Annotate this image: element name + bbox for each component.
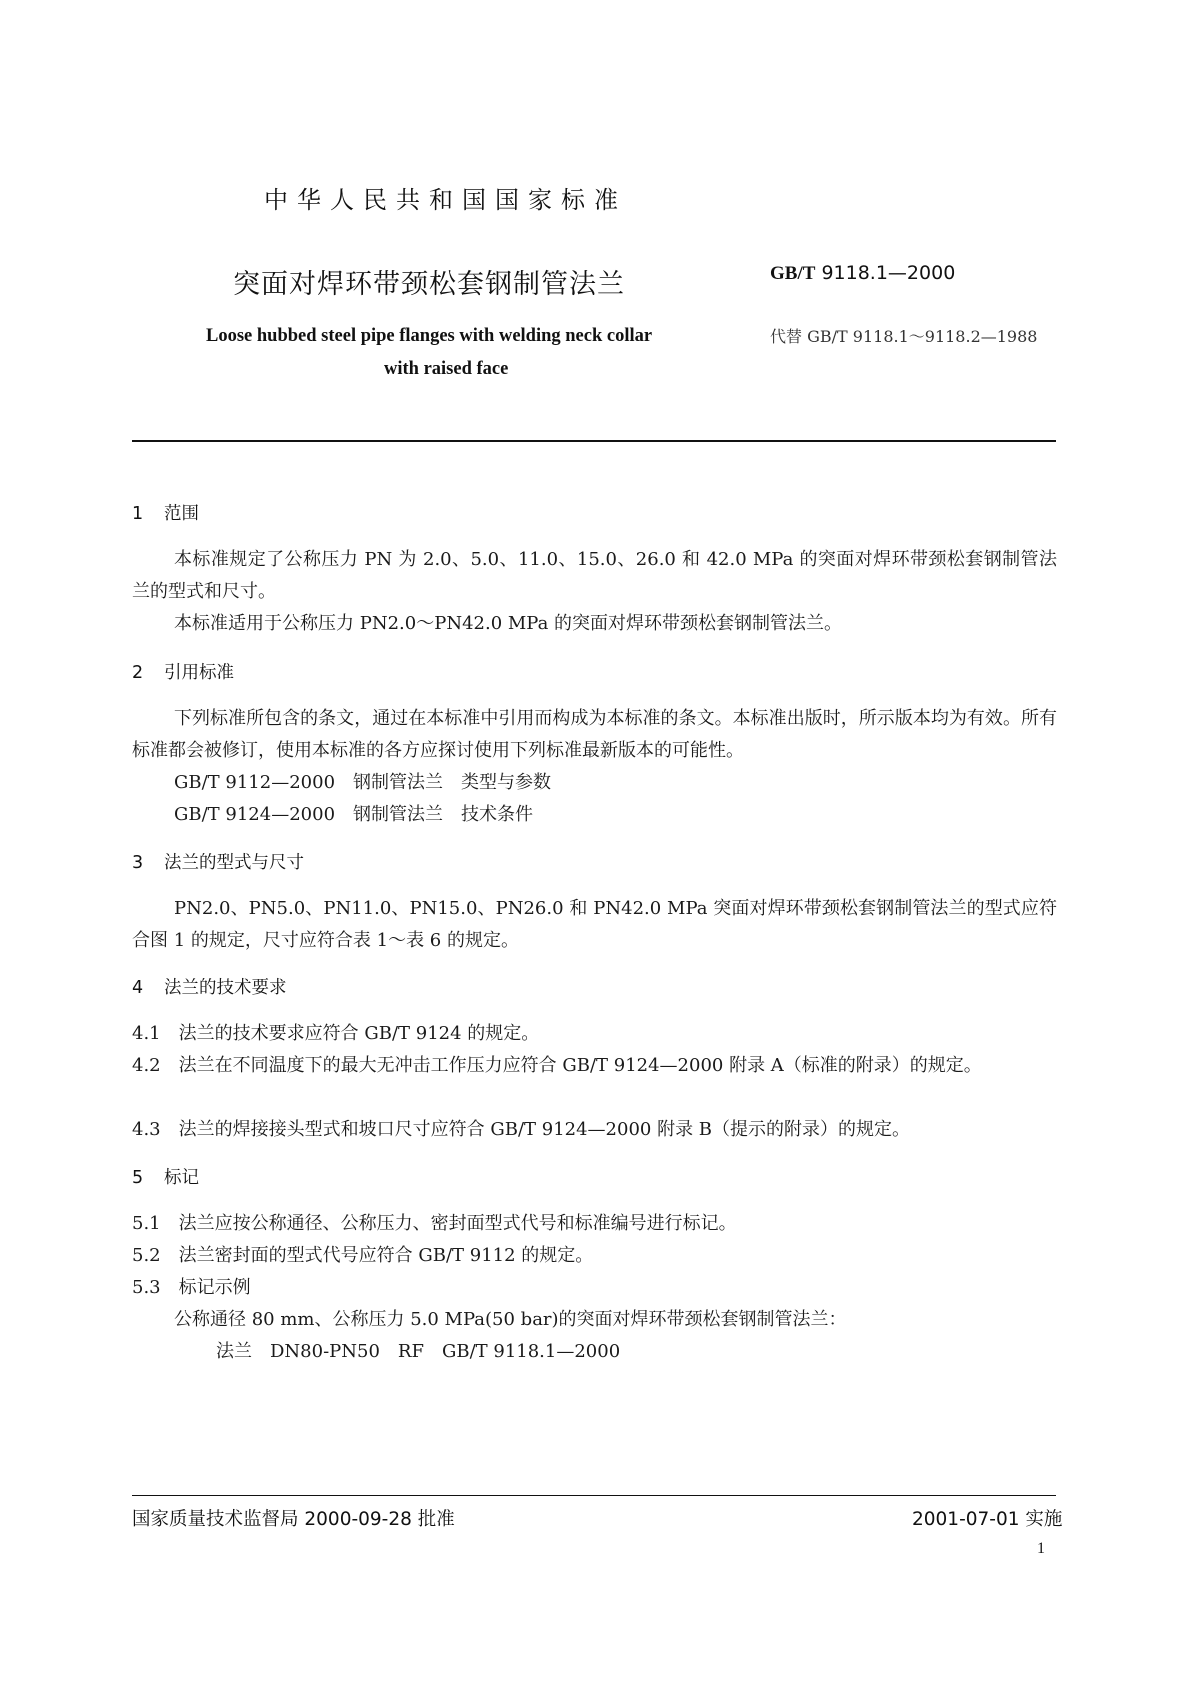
document-title-cn: 突面对焊环带颈松套钢制管法兰 [233, 269, 625, 300]
standard-number [770, 262, 955, 285]
section-1-heading [132, 500, 199, 525]
section-3-paragraph-1: PN2.0、PN5.0、PN11.0、PN15.0、PN26.0 和 PN42.0 MPa 突面对焊环带颈松套钢制管法兰的型式应符合图 1 的规定，尺寸应符合表 1～表 6 的规定。 [132, 898, 1057, 951]
section-number: 4 [132, 978, 144, 998]
page-number: 1 [1037, 1540, 1045, 1557]
effective-date: 2001-07-01 实施 [912, 1509, 1063, 1530]
standard-prefix: GB/T [770, 263, 816, 284]
clause-4-3: 4.3 法兰的焊接接头型式和坡口尺寸应符合 GB/T 9124—2000 附录 B（提示的附录）的规定。 [132, 1119, 911, 1140]
section-2-paragraph-1: 下列标准所包含的条文，通过在本标准中引用而构成为本标准的条文。本标准出版时，所示版本均为有效。所有标准都会被修订，使用本标准的各方应探讨使用下列标准最新版本的可能性。 [132, 708, 1057, 761]
section-number: 3 [132, 853, 144, 873]
section-1-paragraph-1: 本标准规定了公称压力 PN 为 2.0、5.0、11.0、15.0、26.0 和 42.0 MPa 的突面对焊环带颈松套钢制管法兰的型式和尺寸。 [132, 549, 1057, 602]
section-number: 2 [132, 663, 144, 683]
header-divider [132, 440, 1056, 442]
clause-5-1: 5.1 法兰应按公称通径、公称压力、密封面型式代号和标准编号进行标记。 [132, 1213, 737, 1234]
clause-4-1: 4.1 法兰的技术要求应符合 GB/T 9124 的规定。 [132, 1023, 540, 1044]
approval-note: 国家质量技术监督局 2000-09-28 批准 [132, 1509, 455, 1530]
section-number: 5 [132, 1168, 144, 1188]
section-5-heading [132, 1164, 199, 1189]
section-1-paragraph-2: 本标准适用于公称压力 PN2.0～PN42.0 MPa 的突面对焊环带颈松套钢制管法兰。 [174, 613, 843, 634]
national-standard-heading: 中华人民共和国国家标准 [264, 186, 627, 214]
section-title: 引用标准 [164, 663, 234, 683]
marking-example-description: 公称通径 80 mm、公称压力 5.0 MPa(50 bar)的突面对焊环带颈松套钢制管法兰： [174, 1309, 847, 1330]
standard-code: 9118.1—2000 [821, 262, 956, 284]
section-2-heading [132, 659, 234, 684]
clause-5-3: 5.3 标记示例 [132, 1277, 251, 1298]
reference-item: GB/T 9124—2000 钢制管法兰 技术条件 [174, 804, 534, 825]
section-4-heading [132, 974, 287, 999]
document-title-en-line1: Loose hubbed steel pipe flanges with welding neck collar [206, 326, 653, 346]
section-number: 1 [132, 504, 144, 524]
section-title: 标记 [164, 1168, 199, 1188]
clause-5-2: 5.2 法兰密封面的型式代号应符合 GB/T 9112 的规定。 [132, 1245, 594, 1266]
section-title: 法兰的技术要求 [164, 978, 287, 998]
marking-example: 法兰 DN80-PN50 RF GB/T 9118.1—2000 [216, 1341, 621, 1362]
section-3-heading [132, 849, 304, 874]
footer-divider [132, 1495, 1056, 1496]
replaces-note: 代替 GB/T 9118.1～9118.2—1988 [770, 327, 1038, 346]
document-title-en-line2: with raised face [384, 359, 509, 379]
clause-4-2: 4.2 法兰在不同温度下的最大无冲击工作压力应符合 GB/T 9124—2000 附录 A（标准的附录）的规定。 [132, 1055, 982, 1076]
reference-item: GB/T 9112—2000 钢制管法兰 类型与参数 [174, 772, 552, 793]
section-title: 法兰的型式与尺寸 [164, 853, 304, 873]
section-title: 范围 [164, 504, 199, 524]
